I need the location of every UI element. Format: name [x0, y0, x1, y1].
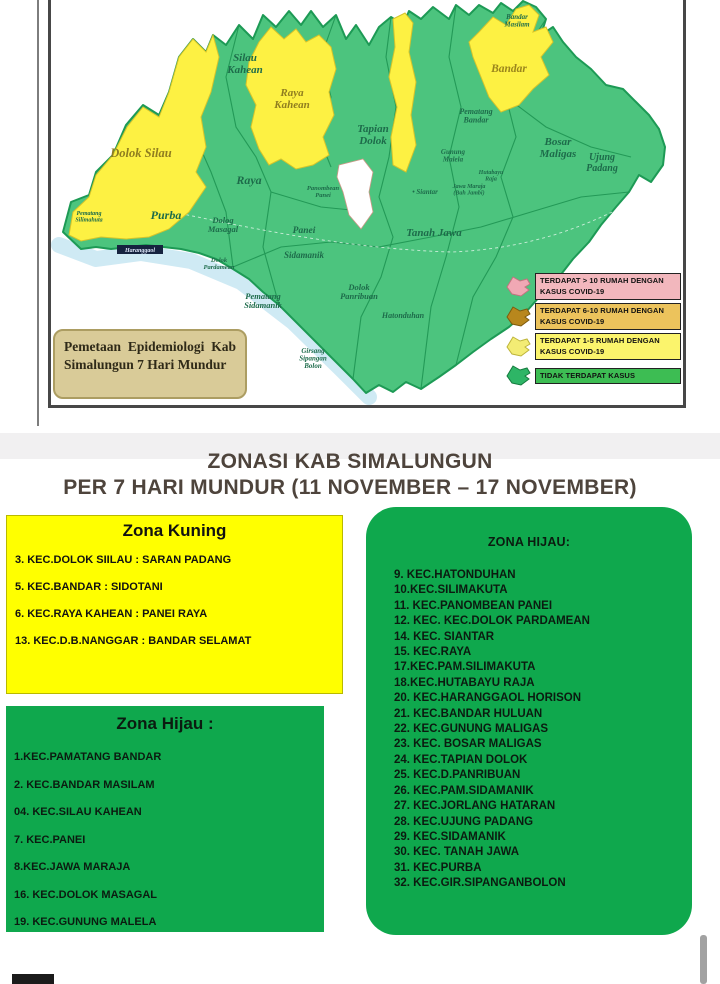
map-label: Haranggaol [124, 248, 156, 254]
legend-region-icon [503, 334, 533, 360]
zona-hijau-item: 16. KEC.DOLOK MASAGAL [14, 888, 158, 901]
map-label: Tapian Dolok [357, 123, 389, 147]
map-label: Girsang Sipangan Bolon [299, 347, 327, 371]
zona-hijau-item: 12. KEC. KEC.DOLOK PARDAMEAN [394, 615, 590, 628]
zona-hijau-item: 17.KEC.PAM.SILIMAKUTA [394, 661, 536, 674]
page-edge-line [37, 0, 39, 426]
legend-region-icon [503, 274, 533, 300]
zona-hijau-item: 29. KEC.SIDAMANIK [394, 830, 506, 843]
page-title-line1: ZONASI KAB SIMALUNGUN [207, 450, 493, 473]
map-label: Gunung Malela [440, 148, 466, 164]
map-label: Pematang Silimahuta [75, 211, 103, 224]
map-label: • Siantar [412, 188, 438, 196]
legend-item [503, 303, 681, 330]
map-info-box: Pemetaan Epidemiologi Kab Simalungun 7 Hari Mundur [53, 329, 247, 399]
map-label: Sidamanik [283, 250, 325, 260]
zona-hijau-item: 1.KEC.PAMATANG BANDAR [14, 751, 162, 763]
zona-hijau-item: 20. KEC.HARANGGAOL HORISON [394, 692, 582, 705]
zona-kuning-box [6, 515, 343, 694]
map-label: Ujung Padang [586, 152, 618, 174]
map-label: Dolok Panribuan [340, 282, 378, 302]
zona-hijau-right-title: ZONA HIJAU: [487, 535, 571, 549]
zona-hijau-right-list [394, 568, 692, 892]
zona-hijau-item: 19. KEC.GUNUNG MALELA [14, 916, 157, 928]
zona-kuning-item: 5. KEC.BANDAR : SIDOTANI [15, 581, 163, 593]
page-title-line2: PER 7 HARI MUNDUR (11 NOVEMBER – 17 NOVEMBER) [63, 476, 637, 499]
map-label: Jawa Maraja (Bah Jambi) [452, 184, 486, 197]
map-label: Tanah Jawa [406, 227, 462, 239]
zona-hijau-left-list [14, 751, 324, 928]
legend-region-icon [503, 304, 533, 330]
zona-hijau-item: 18.KEC.HUTABAYU RAJA [394, 676, 535, 689]
map-label: Pematang Sidamanik [244, 291, 282, 311]
map-label: Panei [292, 226, 316, 236]
map-label: Dolog Masagal [207, 215, 239, 235]
zona-hijau-item: 14. KEC. SIANTAR [394, 630, 495, 643]
zona-hijau-item: 10.KEC.SILIMAKUTA [394, 584, 508, 597]
map-label: Pematang Bandar [459, 107, 493, 125]
zona-hijau-right-box [366, 507, 692, 935]
zona-hijau-item: 11. KEC.PANOMBEAN PANEI [394, 599, 553, 612]
zona-hijau-item: 9. KEC.HATONDUHAN [394, 569, 516, 581]
legend-item [503, 333, 681, 360]
zona-hijau-item: 25. KEC.D.PANRIBUAN [394, 769, 521, 782]
legend-label: TERDAPAT > 10 RUMAH DENGAN KASUS COVID-19 [535, 273, 681, 300]
map-label: Bosar Maligas [539, 136, 577, 160]
map-label: Bandar [491, 63, 527, 75]
zona-kuning-item: 6. KEC.RAYA KAHEAN : PANEI RAYA [15, 608, 208, 620]
map-label: Dolok Pardamean [203, 257, 235, 272]
zona-hijau-item: 22. KEC.GUNUNG MALIGAS [394, 723, 548, 736]
zona-hijau-item: 04. KEC.SILAU KAHEAN [14, 806, 142, 818]
map-label: Purba [150, 208, 182, 222]
legend-region-icon [503, 363, 533, 389]
zona-hijau-item: 21. KEC.BANDAR HULUAN [394, 707, 543, 720]
map-label: Bandar Masilam [504, 13, 530, 29]
zona-kuning-list [15, 554, 342, 647]
zona-hijau-item: 32. KEC.GIR.SIPANGANBOLON [394, 877, 566, 890]
zona-hijau-item: 15. KEC.RAYA [394, 646, 472, 659]
zona-hijau-item: 2. KEC.BANDAR MASILAM [14, 778, 155, 791]
legend-label: TIDAK TERDAPAT KASUS [535, 368, 681, 385]
legend-label: TERDAPAT 1-5 RUMAH DENGAN KASUS COVID-19 [535, 333, 681, 360]
map-label: Panombean Panei [306, 185, 340, 200]
page-title [0, 449, 700, 501]
zona-kuning-item: 13. KEC.D.B.NANGGAR : BANDAR SELAMAT [15, 635, 252, 647]
zona-hijau-item: 30. KEC. TANAH JAWA [394, 846, 520, 859]
zona-hijau-item: 26. KEC.PAM.SIDAMANIK [394, 784, 534, 797]
map-legend [503, 273, 681, 389]
zona-kuning-title: Zona Kuning [122, 521, 227, 540]
map-label: Dolok Silau [110, 146, 172, 160]
legend-label: TERDAPAT 6-10 RUMAH DENGAN KASUS COVID-19 [535, 303, 681, 330]
map-label: Hutabayu Raja [478, 170, 504, 183]
zona-kuning-item: 3. KEC.DOLOK SIILAU : SARAN PADANG [15, 554, 232, 566]
scrollbar-thumb[interactable] [700, 935, 707, 984]
cropped-element [12, 974, 54, 984]
legend-item [503, 363, 681, 389]
zona-hijau-item: 28. KEC.UJUNG PADANG [394, 815, 534, 828]
map-label: Silau Kahean [227, 52, 263, 76]
zona-hijau-item: 27. KEC.JORLANG HATARAN [394, 800, 556, 813]
zona-hijau-item: 23. KEC. BOSAR MALIGAS [394, 738, 542, 751]
map-label: Hatonduhan [381, 311, 425, 320]
zona-hijau-left-box [6, 706, 324, 932]
map-page [48, 0, 686, 408]
zona-hijau-left-title: Zona Hijau : [116, 714, 214, 733]
map-label: Raya [236, 173, 262, 187]
legend-item [503, 273, 681, 300]
zona-hijau-item: 24. KEC.TAPIAN DOLOK [394, 753, 528, 766]
zona-hijau-item: 31. KEC.PURBA [394, 861, 482, 874]
map-label: Raya Kahean [274, 87, 310, 111]
zona-hijau-item: 7. KEC.PANEI [14, 833, 86, 846]
zona-hijau-item: 8.KEC.JAWA MARAJA [14, 861, 131, 873]
